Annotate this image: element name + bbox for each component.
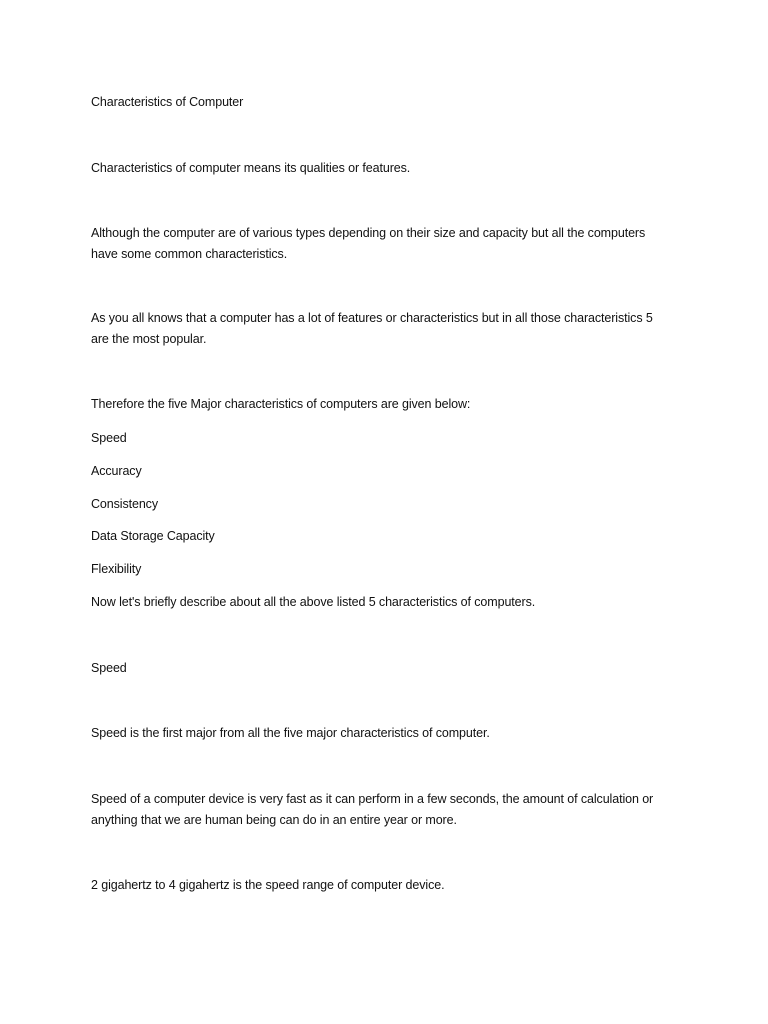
speed-paragraph-3: 2 gigahertz to 4 gigahertz is the speed range of computer device. xyxy=(91,878,445,892)
paragraph-popular-line-1: As you all knows that a computer has a lot of features or characteristics but in all those characteristics 5 xyxy=(91,311,653,325)
paragraph-popular-line-2: are the most popular. xyxy=(91,332,207,346)
document-title: Characteristics of Computer xyxy=(91,95,244,109)
paragraph-after-list: Now let's briefly describe about all the above listed 5 characteristics of computers. xyxy=(91,595,536,609)
list-item-consistency: Consistency xyxy=(91,497,158,511)
list-item-speed: Speed xyxy=(91,431,127,445)
paragraph-intro-list: Therefore the five Major characteristics of computers are given below: xyxy=(91,397,471,411)
list-item-accuracy: Accuracy xyxy=(91,464,142,478)
section-heading-speed: Speed xyxy=(91,661,127,675)
paragraph-types-line-2: have some common characteristics. xyxy=(91,247,288,261)
speed-paragraph-2-line-1: Speed of a computer device is very fast as it can perform in a few seconds, the amount of calculation or xyxy=(91,792,654,806)
paragraph-definition: Characteristics of computer means its qualities or features. xyxy=(91,161,411,175)
list-item-data-storage: Data Storage Capacity xyxy=(91,529,215,543)
list-item-flexibility: Flexibility xyxy=(91,562,142,576)
speed-paragraph-2-line-2: anything that we are human being can do in an entire year or more. xyxy=(91,813,457,827)
speed-paragraph-1: Speed is the first major from all the five major characteristics of computer. xyxy=(91,726,490,740)
paragraph-types-line-1: Although the computer are of various types depending on their size and capacity but all the computers xyxy=(91,226,646,240)
